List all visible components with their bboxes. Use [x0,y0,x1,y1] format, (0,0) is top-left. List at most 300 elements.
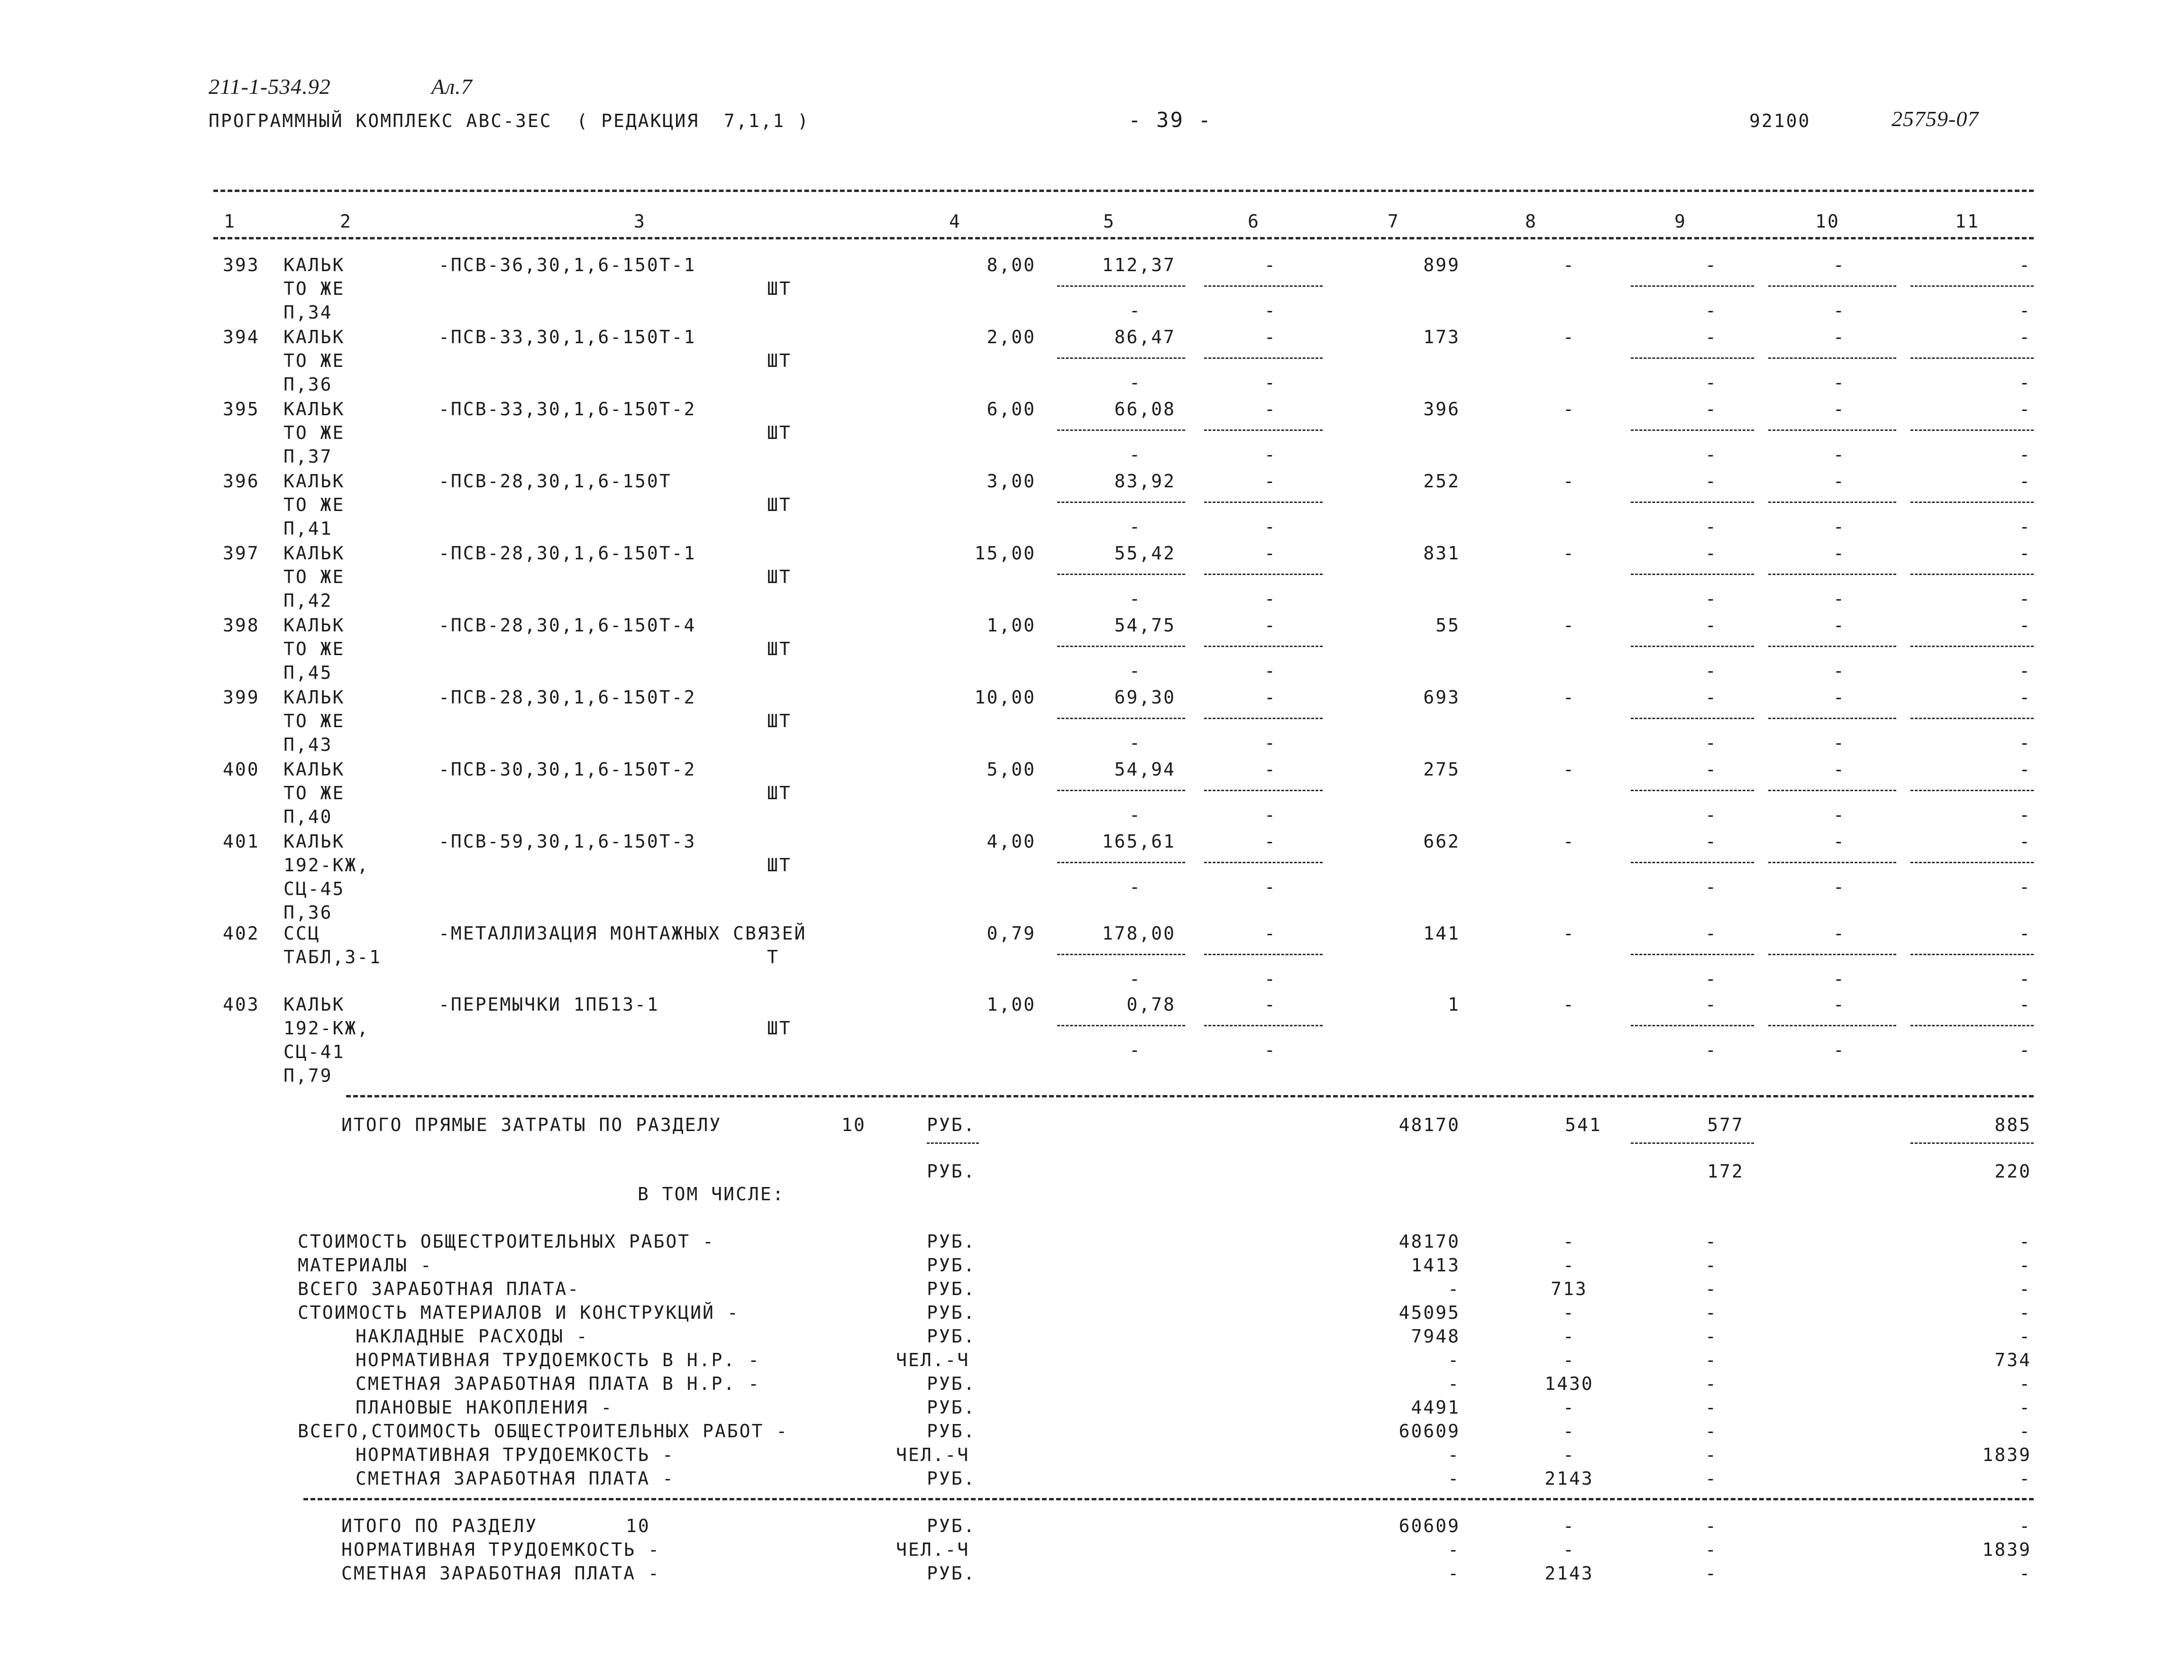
row-unit: Т [767,947,779,968]
breakdown-col9: - [1705,1468,1718,1489]
row-sub-col11: - [2019,877,2031,897]
totals-sub-rule [927,1142,979,1144]
row-sub-col11: - [2019,588,2031,609]
breakdown-col7: - [1448,1373,1460,1394]
row-sub-col9: - [1705,444,1718,465]
breakdown-label: НОРМАТИВНАЯ ТРУДОЕМКОСТЬ - [356,1444,675,1465]
row-quantity: 6,00 [987,399,1036,420]
row-sub-rule [1631,718,1754,719]
row-number: 396 [223,471,260,492]
row-sub-col5: - [1129,444,1142,465]
breakdown-label: СТОИМОСТЬ ОБЩЕСТРОИТЕЛЬНЫХ РАБОТ - [298,1231,715,1252]
row-total-cost: 173 [1423,327,1460,347]
row-sub-col6: - [1264,1040,1277,1060]
row-basis-line: ССЦ [283,923,320,944]
section-total-col7: - [1448,1539,1460,1560]
breakdown-unit: РУБ. [927,1302,976,1323]
program-line: ПРОГРАММНЫЙ КОМПЛЕКС АВС-3ЕС ( РЕДАКЦИЯ 7,1,1 ) [209,110,810,131]
row-col11: - [2019,255,2031,275]
row-col11: - [2019,471,2031,492]
section-totals-rule [303,1498,2034,1500]
row-col9: - [1705,831,1718,852]
row-sub-col9: - [1705,804,1718,825]
row-sub-rule [1057,862,1185,863]
row-quantity: 2,00 [987,327,1036,347]
breakdown-col9: - [1705,1278,1718,1299]
row-item-name: -ПСВ-33,30,1,6-150Т-1 [439,327,696,347]
row-basis-line: ТО ЖЕ [283,783,345,803]
row-col6: - [1264,471,1277,492]
column-header-8: 8 [1525,211,1537,232]
row-sub-rule [1768,954,1896,955]
row-sub-rule [1057,429,1185,431]
section-total-col11: - [2019,1563,2031,1584]
totals-sub-rule [1910,1142,2034,1144]
row-sub-col10: - [1833,372,1846,393]
section-total-col11: - [2019,1516,2031,1536]
breakdown-col11: - [2019,1326,2031,1347]
column-header-4: 4 [949,211,961,232]
breakdown-col7: - [1448,1468,1460,1489]
row-basis-line: П,41 [283,518,333,539]
row-col11: - [2019,759,2031,780]
breakdown-col8: 1430 [1544,1373,1594,1394]
row-sub-col10: - [1833,588,1846,609]
row-col8: - [1563,255,1575,275]
row-col6: - [1264,687,1277,708]
row-unit-price: 165,61 [1102,831,1176,852]
breakdown-label: СМЕТНАЯ ЗАРАБОТНАЯ ПЛАТА - [356,1468,675,1489]
row-col9: - [1705,923,1718,944]
row-sub-col5: - [1129,1040,1142,1060]
column-header-2: 2 [340,211,352,232]
row-number: 397 [223,543,260,564]
row-basis-line: СЦ-45 [283,878,345,899]
section-total-col11: 1839 [1982,1539,2031,1560]
row-unit-price: 54,94 [1114,759,1176,780]
row-basis-line: ТО ЖЕ [283,422,345,443]
row-number: 394 [223,327,260,347]
row-sub-rule [1768,646,1896,647]
row-sub-col5: - [1129,968,1142,989]
row-sub-rule [1768,502,1896,503]
breakdown-label: НАКЛАДНЫЕ РАСХОДЫ - [356,1326,589,1347]
row-sub-rule [1204,718,1323,719]
section-total-label: НОРМАТИВНАЯ ТРУДОЕМКОСТЬ - [341,1539,660,1560]
row-basis-line: ТО ЖЕ [283,711,345,731]
column-header-11: 11 [1955,211,1980,232]
row-col9: - [1705,327,1718,347]
row-col10: - [1833,543,1846,564]
row-sub-rule [1057,646,1185,647]
row-sub-rule [1204,285,1323,287]
row-col11: - [2019,687,2031,708]
row-sub-rule [1631,285,1754,287]
row-sub-rule [1204,502,1323,503]
row-sub-rule [1204,862,1323,863]
row-total-cost: 55 [1435,615,1460,636]
row-sub-rule [1768,285,1896,287]
row-basis-line: КАЛЬК [283,759,345,780]
row-col8: - [1563,759,1575,780]
row-sub-rule [1768,357,1896,359]
row-col6: - [1264,615,1277,636]
breakdown-unit: РУБ. [927,1255,976,1276]
row-number: 399 [223,687,260,708]
row-quantity: 0,79 [987,923,1036,944]
row-sub-col9: - [1705,877,1718,897]
row-col9: - [1705,255,1718,275]
totals-unit-2: РУБ. [927,1161,976,1182]
row-item-name: -ПСВ-28,30,1,6-150Т [439,471,672,492]
column-header-3: 3 [634,211,646,232]
row-sub-rule [1768,862,1896,863]
row-col11: - [2019,399,2031,420]
row-sub-col11: - [2019,516,2031,537]
row-sub-rule [1057,357,1185,359]
row-sub-col9: - [1705,372,1718,393]
breakdown-col11: - [2019,1373,2031,1394]
row-sub-rule [1910,718,2034,719]
breakdown-col7: 48170 [1398,1231,1460,1252]
row-sub-col10: - [1833,1040,1846,1060]
header-code-2: 25759-07 [1892,107,1979,131]
row-sub-rule [1631,574,1754,575]
row-sub-rule [1631,429,1754,431]
row-unit: ШТ [767,711,792,731]
row-sub-col10: - [1833,968,1846,989]
breakdown-col8: - [1563,1421,1575,1442]
row-col11: - [2019,831,2031,852]
row-basis-line: ТО ЖЕ [283,278,345,299]
section-total-unit: РУБ. [927,1516,976,1536]
album-number: Ал.7 [431,74,473,99]
including-label: В ТОМ ЧИСЛЕ: [638,1184,785,1205]
section-total-unit: РУБ. [927,1563,976,1584]
row-total-cost: 693 [1423,687,1460,708]
row-sub-rule [1768,429,1896,431]
row-sub-col9: - [1705,968,1718,989]
row-sub-col11: - [2019,372,2031,393]
row-sub-rule [1768,790,1896,791]
row-col8: - [1563,831,1575,852]
breakdown-label: ВСЕГО ЗАРАБОТНАЯ ПЛАТА- [298,1278,580,1299]
row-col8: - [1563,994,1575,1015]
row-col10: - [1833,831,1846,852]
row-number: 395 [223,399,260,420]
row-col8: - [1563,327,1575,347]
row-sub-rule [1910,574,2034,575]
row-sub-col9: - [1705,1040,1718,1060]
section-total-number: 10 [626,1516,650,1536]
breakdown-col11: - [2019,1302,2031,1323]
row-sub-rule [1057,1025,1185,1026]
row-sub-col5: - [1129,660,1142,681]
row-sub-rule [1631,1025,1754,1026]
row-basis-line: КАЛЬК [283,327,345,347]
row-sub-col11: - [2019,660,2031,681]
row-col9: - [1705,615,1718,636]
row-sub-col11: - [2019,804,2031,825]
row-unit: ШТ [767,494,792,515]
row-sub-col6: - [1264,516,1277,537]
row-sub-rule [1631,357,1754,359]
row-basis-line: П,79 [283,1065,333,1086]
row-unit: ШТ [767,566,792,587]
row-unit-price: 66,08 [1114,399,1176,420]
row-unit-price: 0,78 [1126,994,1176,1015]
breakdown-col9: - [1705,1421,1718,1442]
row-sub-col9: - [1705,660,1718,681]
breakdown-col11: - [2019,1397,2031,1418]
row-basis-line: П,42 [283,590,333,611]
row-basis-line: ТО ЖЕ [283,566,345,587]
row-basis-line: П,45 [283,662,333,683]
row-col11: - [2019,923,2031,944]
breakdown-col9: - [1705,1255,1718,1276]
column-header-7: 7 [1388,211,1400,232]
row-col6: - [1264,923,1277,944]
row-unit: ШТ [767,1018,792,1039]
row-col9: - [1705,543,1718,564]
row-sub-rule [1057,574,1185,575]
header-code-1: 92100 [1749,110,1811,131]
breakdown-col11: 734 [1994,1350,2031,1370]
row-col8: - [1563,687,1575,708]
row-item-name: -МЕТАЛЛИЗАЦИЯ МОНТАЖНЫХ СВЯЗЕЙ [439,923,807,944]
section-total-col9: - [1705,1539,1718,1560]
column-header-rule [213,237,2034,239]
row-col9: - [1705,399,1718,420]
breakdown-col9: - [1705,1326,1718,1347]
row-item-name: -ПСВ-28,30,1,6-150Т-1 [439,543,696,564]
breakdown-label: ПЛАНОВЫЕ НАКОПЛЕНИЯ - [356,1397,613,1418]
row-sub-rule [1057,718,1185,719]
row-basis-line: КАЛЬК [283,255,345,275]
row-sub-rule [1057,502,1185,503]
breakdown-col11: - [2019,1278,2031,1299]
row-sub-rule [1631,954,1754,955]
row-basis-line: ТО ЖЕ [283,494,345,515]
breakdown-unit: РУБ. [927,1326,976,1347]
row-item-name: -ПСВ-33,30,1,6-150Т-2 [439,399,696,420]
breakdown-col9: - [1705,1350,1718,1370]
row-unit: ШТ [767,350,792,371]
column-header-1: 1 [224,211,236,232]
breakdown-label: СМЕТНАЯ ЗАРАБОТНАЯ ПЛАТА В Н.Р. - [356,1373,760,1394]
row-sub-rule [1057,790,1185,791]
breakdown-col8: 2143 [1544,1468,1594,1489]
totals-col8: 541 [1565,1114,1602,1135]
section-total-col9: - [1705,1563,1718,1584]
breakdown-unit: ЧЕЛ.-Ч [896,1350,970,1370]
section-total-label: ИТОГО ПО РАЗДЕЛУ [341,1516,538,1536]
row-basis-line: П,36 [283,902,333,923]
row-sub-col5: - [1129,732,1142,753]
breakdown-col8: - [1563,1350,1575,1370]
row-sub-rule [1057,954,1185,955]
row-col9: - [1705,994,1718,1015]
row-col10: - [1833,615,1846,636]
breakdown-col7: 4491 [1411,1397,1460,1418]
row-sub-col6: - [1264,300,1277,321]
row-unit: ШТ [767,855,792,876]
row-sub-col5: - [1129,372,1142,393]
section-total-col7: 60609 [1398,1516,1460,1536]
breakdown-unit: РУБ. [927,1231,976,1252]
row-col8: - [1563,471,1575,492]
section-total-col9: - [1705,1516,1718,1536]
row-quantity: 3,00 [987,471,1036,492]
row-item-name: -ПСВ-30,30,1,6-150Т-2 [439,759,696,780]
row-basis-line: КАЛЬК [283,831,345,852]
totals-col11: 885 [1994,1114,2031,1135]
row-sub-col9: - [1705,588,1718,609]
row-col11: - [2019,615,2031,636]
row-number: 393 [223,255,260,275]
row-sub-col9: - [1705,516,1718,537]
row-basis-line: П,37 [283,446,333,467]
row-col9: - [1705,687,1718,708]
row-basis-line: ТО ЖЕ [283,639,345,659]
breakdown-col8: - [1563,1326,1575,1347]
row-total-cost: 831 [1423,543,1460,564]
breakdown-label: НОРМАТИВНАЯ ТРУДОЕМКОСТЬ В Н.Р. - [356,1350,760,1370]
row-sub-rule [1768,574,1896,575]
row-col9: - [1705,759,1718,780]
row-sub-rule [1204,790,1323,791]
row-basis-line: КАЛЬК [283,687,345,708]
row-number: 398 [223,615,260,636]
breakdown-col9: - [1705,1444,1718,1465]
row-sub-rule [1204,646,1323,647]
row-item-name: -ПСВ-28,30,1,6-150Т-4 [439,615,696,636]
row-sub-rule [1910,646,2034,647]
row-number: 402 [223,923,260,944]
column-header-6: 6 [1248,211,1260,232]
row-sub-rule [1631,646,1754,647]
row-sub-col6: - [1264,588,1277,609]
row-unit: ШТ [767,278,792,299]
row-number: 401 [223,831,260,852]
page-number: - 39 - [1128,108,1212,132]
row-col8: - [1563,543,1575,564]
row-col6: - [1264,994,1277,1015]
row-col6: - [1264,399,1277,420]
breakdown-col7: 45095 [1398,1302,1460,1323]
totals-col7: 48170 [1398,1114,1460,1135]
row-quantity: 4,00 [987,831,1036,852]
breakdown-label: МАТЕРИАЛЫ - [298,1255,433,1276]
document-code: 211-1-534.92 [209,74,331,99]
row-sub-rule [1910,1025,2034,1026]
section-total-col8: - [1563,1516,1575,1536]
row-basis-line: П,34 [283,302,333,323]
row-unit-price: 86,47 [1114,327,1176,347]
breakdown-col8: - [1563,1444,1575,1465]
row-total-cost: 275 [1423,759,1460,780]
row-sub-col5: - [1129,300,1142,321]
row-number: 400 [223,759,260,780]
row-sub-rule [1631,502,1754,503]
row-sub-col6: - [1264,877,1277,897]
breakdown-col11: - [2019,1255,2031,1276]
row-sub-rule [1768,718,1896,719]
section-total-unit: ЧЕЛ.-Ч [896,1539,970,1560]
row-sub-rule [1631,790,1754,791]
row-sub-rule [1204,1025,1323,1026]
row-sub-col6: - [1264,444,1277,465]
row-col10: - [1833,399,1846,420]
breakdown-col7: - [1448,1444,1460,1465]
section-total-col8: - [1563,1539,1575,1560]
breakdown-col8: - [1563,1302,1575,1323]
row-sub-col11: - [2019,444,2031,465]
row-sub-rule [1910,502,2034,503]
row-item-name: -ПСВ-59,30,1,6-150Т-3 [439,831,696,852]
column-header-9: 9 [1674,211,1687,232]
row-sub-rule [1910,862,2034,863]
row-col10: - [1833,327,1846,347]
row-total-cost: 252 [1423,471,1460,492]
row-unit: ШТ [767,422,792,443]
row-unit-price: 54,75 [1114,615,1176,636]
row-col11: - [2019,327,2031,347]
row-col11: - [2019,994,2031,1015]
column-header-5: 5 [1103,211,1115,232]
row-col6: - [1264,327,1277,347]
breakdown-col7: - [1448,1278,1460,1299]
breakdown-col7: 7948 [1411,1326,1460,1347]
row-sub-rule [1204,574,1323,575]
row-sub-rule [1910,429,2034,431]
breakdown-unit: РУБ. [927,1468,976,1489]
row-unit-price: 55,42 [1114,543,1176,564]
row-item-name: -ПСВ-28,30,1,6-150Т-2 [439,687,696,708]
row-quantity: 15,00 [974,543,1036,564]
row-basis-line: КАЛЬК [283,471,345,492]
totals-label: ИТОГО ПРЯМЫЕ ЗАТРАТЫ ПО РАЗДЕЛУ [341,1114,722,1135]
row-sub-col10: - [1833,877,1846,897]
row-col10: - [1833,255,1846,275]
row-col6: - [1264,831,1277,852]
section-total-label: СМЕТНАЯ ЗАРАБОТНАЯ ПЛАТА - [341,1563,660,1584]
row-basis-line: КАЛЬК [283,994,345,1015]
breakdown-col11: 1839 [1982,1444,2031,1465]
row-unit-price: 178,00 [1102,923,1176,944]
row-basis-line: СЦ-41 [283,1041,345,1062]
breakdown-unit: РУБ. [927,1421,976,1442]
row-sub-col9: - [1705,732,1718,753]
row-col10: - [1833,471,1846,492]
row-sub-rule [1910,285,2034,287]
row-total-cost: 899 [1423,255,1460,275]
row-col6: - [1264,759,1277,780]
row-sub-col11: - [2019,968,2031,989]
breakdown-label: ВСЕГО,СТОИМОСТЬ ОБЩЕСТРОИТЕЛЬНЫХ РАБОТ - [298,1421,789,1442]
row-sub-rule [1910,954,2034,955]
row-sub-col5: - [1129,588,1142,609]
table-top-rule [213,190,2034,192]
row-sub-rule [1631,862,1754,863]
row-unit-price: 112,37 [1102,255,1176,275]
row-sub-col6: - [1264,968,1277,989]
row-basis-line: 192-КЖ, [283,855,370,876]
row-total-cost: 1 [1448,994,1460,1015]
row-sub-rule [1057,285,1185,287]
breakdown-unit: ЧЕЛ.-Ч [896,1444,970,1465]
row-basis-line: П,40 [283,806,333,827]
